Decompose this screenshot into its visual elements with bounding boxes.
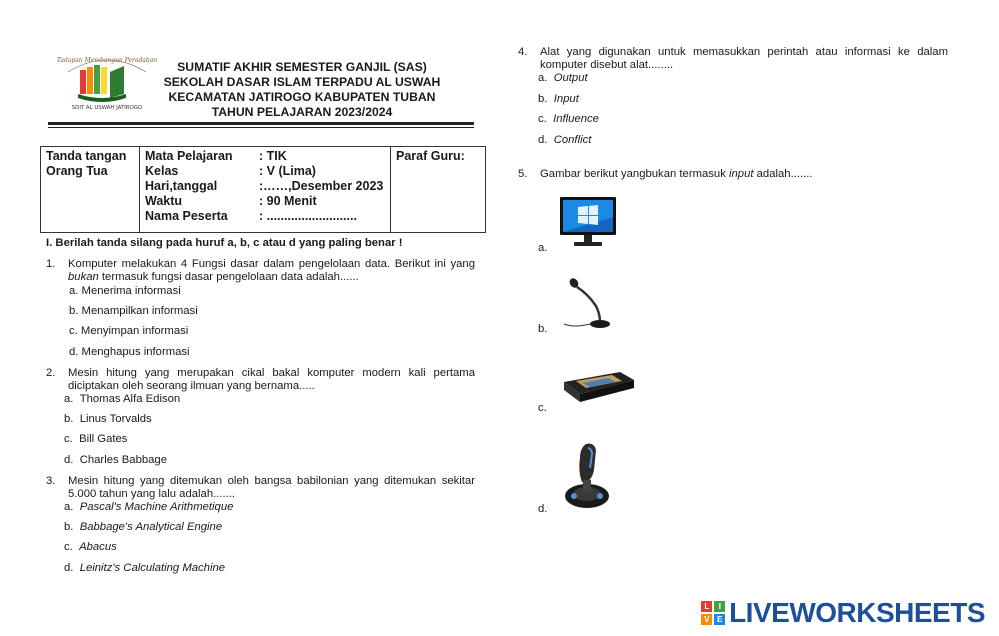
header-divider-thick [48, 122, 474, 125]
q5-option-c-letter[interactable]: c. [538, 402, 547, 414]
liveworksheets-logo [701, 597, 985, 629]
liveworksheets-wordmark: LIVEWORKSHEETS [729, 597, 985, 628]
q2-option-b[interactable]: b. Linus Torvalds [64, 413, 152, 425]
q1-option-d[interactable]: d. Menghapus informasi [69, 346, 190, 358]
q4-option-b[interactable]: b. Input [538, 93, 579, 105]
question-4: 4. Alat yang digunakan untuk memasukkan perintah atau informasi ke dalam komputer disebut alat........ [518, 46, 948, 71]
teacher-signature-label: Paraf Guru: [396, 149, 465, 163]
scanner-image[interactable] [560, 366, 636, 404]
q1-option-b[interactable]: b. Menampilkan informasi [69, 305, 198, 317]
header-divider-thin [48, 127, 474, 128]
exam-header [152, 60, 452, 120]
header-line-1: SUMATIF AKHIR SEMESTER GANJIL (SAS) [177, 60, 427, 74]
question-1: 1. Komputer melakukan 4 Fungsi dasar dalam pengelolaan data. Berikut ini yang bukan termasuk fungsi dasar pengelolaan data adalah...... [46, 258, 475, 283]
header-line-3: KECAMATAN JATIROGO KABUPATEN TUBAN [168, 90, 436, 104]
school-logo [56, 50, 158, 112]
q3-option-d[interactable]: d. Leinitz's Calculating Machine [64, 562, 226, 574]
q5-option-d-letter[interactable]: d. [538, 503, 548, 515]
monitor-image[interactable] [558, 195, 618, 249]
teacher-signature-cell[interactable] [391, 147, 486, 233]
logo-caption: SDIT AL USWAH JATIROGO [71, 105, 143, 111]
question-5: 5. Gambar berikut yangbukan termasuk input adalah....... [518, 168, 813, 180]
question-3: 3. Mesin hitung yang ditemukan oleh bangsa babilonian yang ditemukan sekitar 5.000 tahun yang lalu adalah....... [46, 475, 475, 500]
joystick-image[interactable] [560, 440, 610, 512]
logo-motto: Tadapan Membangun Peradaban [56, 57, 158, 64]
header-line-4: TAHUN PELAJARAN 2023/2024 [211, 105, 393, 119]
field-student-name[interactable]: Nama Peserta : .......................... [145, 209, 357, 223]
microphone-image[interactable] [560, 276, 616, 332]
q1-option-c[interactable]: c. Menyimpan informasi [69, 325, 189, 337]
exam-details-cell [140, 147, 391, 233]
question-2: 2. Mesin hitung yang merupakan cikal bakal komputer modern kali pertama diciptakan oleh seorang ilmuan yang bernama..... [46, 367, 475, 392]
q4-option-c[interactable]: c. Influence [538, 113, 599, 125]
field-date: Hari,tanggal :……,Desember 2023 [145, 179, 384, 193]
field-subject: Mata Pelajaran : TIK [145, 149, 287, 163]
parent-signature-label: Tanda tangan Orang Tua [46, 149, 127, 178]
section-instruction: I. Berilah tanda silang pada huruf a, b, c atau d yang paling benar ! [46, 237, 403, 249]
parent-signature-cell[interactable] [41, 147, 140, 233]
q2-option-d[interactable]: d. Charles Babbage [64, 454, 168, 466]
q3-option-b[interactable]: b. Babbage's Analytical Engine [64, 521, 223, 533]
field-class: Kelas : V (Lima) [145, 164, 316, 178]
field-time: Waktu : 90 Menit [145, 194, 317, 208]
q1-option-a[interactable]: a. Menerima informasi [69, 285, 181, 297]
q2-option-c[interactable]: c. Bill Gates [64, 433, 128, 445]
q3-option-c[interactable]: c. Abacus [64, 541, 117, 553]
q5-option-b-letter[interactable]: b. [538, 323, 548, 335]
liveworksheets-blocks-icon: L I V E [701, 601, 725, 625]
q2-option-a[interactable]: a. Thomas Alfa Edison [64, 393, 181, 405]
q4-option-d[interactable]: d. Conflict [538, 134, 592, 146]
student-info-table [40, 146, 486, 233]
q3-option-a[interactable]: a. Pascal's Machine Arithmetique [64, 501, 234, 513]
q5-option-a-letter[interactable]: a. [538, 242, 548, 254]
q4-option-a[interactable]: a. Output [538, 72, 588, 84]
header-line-2: SEKOLAH DASAR ISLAM TERPADU AL USWAH [163, 75, 441, 89]
